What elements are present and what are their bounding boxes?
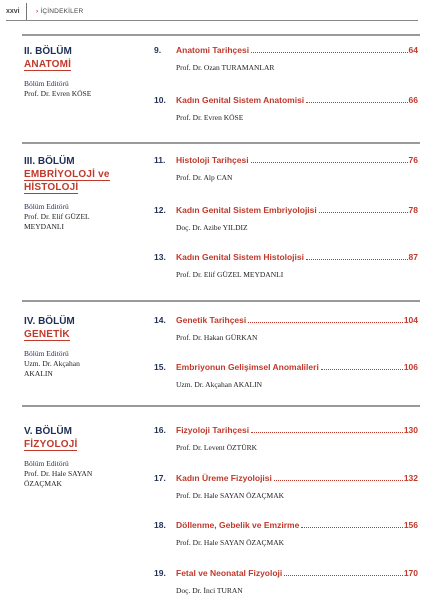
section-divider xyxy=(22,405,420,407)
chapter-page: 66 xyxy=(408,95,418,105)
chapter-number: 9. xyxy=(154,45,162,55)
chapter-title[interactable]: Kadın Üreme Fizyolojisi xyxy=(176,473,272,483)
chapter-page: 132 xyxy=(403,473,418,483)
toc-entry[interactable] xyxy=(154,362,418,390)
chapter-author: Prof. Dr. Alp CAN xyxy=(176,173,233,182)
editor-name: Uzm. Dr. Akçahan xyxy=(24,359,80,368)
dot-leader xyxy=(284,575,403,576)
part-name-line: GENETİK xyxy=(24,329,70,340)
toc-entry[interactable] xyxy=(154,205,418,233)
chapter-page: 156 xyxy=(403,520,418,530)
header-divider xyxy=(26,3,27,20)
chapter-title[interactable]: Genetik Tarihçesi xyxy=(176,315,247,325)
chapter-number: 19. xyxy=(154,568,166,578)
dot-leader xyxy=(251,432,403,433)
chapter-author: Doç. Dr. İnci TURAN xyxy=(176,586,243,595)
header-title-text: İÇİNDEKİLER xyxy=(40,8,84,15)
chapter-number: 11. xyxy=(154,155,166,165)
part-name-line: EMBRİYOLOJİ ve xyxy=(24,169,110,180)
chapter-title[interactable]: Fetal ve Neonatal Fizyoloji xyxy=(176,568,283,578)
toc-entry[interactable] xyxy=(154,473,418,501)
dot-leader xyxy=(319,212,408,213)
part-embriyoloji-histoloji xyxy=(24,155,144,232)
toc-entry[interactable] xyxy=(154,95,418,123)
chapter-author: Uzm. Dr. Akçahan AKALIN xyxy=(176,380,263,389)
toc-entry[interactable] xyxy=(154,315,418,343)
chapter-page: 130 xyxy=(403,425,418,435)
editor-name: MEYDANLI xyxy=(24,222,64,231)
part-name xyxy=(24,328,144,341)
part-name-line: ANATOMİ xyxy=(24,59,72,70)
chapter-page: 78 xyxy=(408,205,418,215)
part-number: II. BÖLÜM xyxy=(24,46,72,57)
chapter-page: 170 xyxy=(403,568,418,578)
toc-entry[interactable] xyxy=(154,520,418,548)
header-rule xyxy=(6,20,418,21)
chapter-number: 17. xyxy=(154,473,166,483)
chapter-number: 12. xyxy=(154,205,166,215)
editor-name: Prof. Dr. Elif GÜZEL xyxy=(24,212,90,221)
chapter-title[interactable]: Anatomi Tarihçesi xyxy=(176,45,250,55)
chapter-page: 104 xyxy=(403,315,418,325)
chapter-number: 14. xyxy=(154,315,166,325)
chapter-title[interactable]: Kadın Genital Sistem Anatomisi xyxy=(176,95,305,105)
header-title xyxy=(36,8,83,15)
part-name-line: HİSTOLOJİ xyxy=(24,182,79,193)
chapter-author: Doç. Dr. Azibe YILDIZ xyxy=(176,223,248,232)
section-divider xyxy=(22,142,420,144)
arrow-icon: › xyxy=(36,8,39,15)
editor-name: ÖZAÇMAK xyxy=(24,479,62,488)
chapter-author: Prof. Dr. Evren KÖSE xyxy=(176,113,244,122)
dot-leader xyxy=(306,102,407,103)
dot-leader xyxy=(274,480,403,481)
chapter-title[interactable]: Kadın Genital Sistem Embriyolojisi xyxy=(176,205,317,215)
chapter-number: 18. xyxy=(154,520,166,530)
chapter-title[interactable]: Kadın Genital Sistem Histolojisi xyxy=(176,252,304,262)
part-genetik xyxy=(24,315,144,379)
section-divider xyxy=(22,34,420,36)
part-name xyxy=(24,58,144,71)
editor-label: Bölüm Editörü xyxy=(24,79,69,88)
dot-leader xyxy=(251,162,408,163)
editor-name: AKALIN xyxy=(24,369,53,378)
chapter-number: 16. xyxy=(154,425,166,435)
chapter-number: 10. xyxy=(154,95,166,105)
toc-entry[interactable] xyxy=(154,568,418,596)
part-fizyoloji xyxy=(24,425,144,489)
editor-name: Prof. Dr. Evren KÖSE xyxy=(24,89,92,98)
editor-label: Bölüm Editörü xyxy=(24,459,69,468)
section-divider xyxy=(22,300,420,302)
part-anatomi xyxy=(24,45,144,99)
part-name xyxy=(24,168,144,181)
chapter-number: 15. xyxy=(154,362,166,372)
chapter-title[interactable]: Embriyonun Gelişimsel Anomalileri xyxy=(176,362,319,372)
dot-leader xyxy=(251,52,407,53)
part-name xyxy=(24,438,144,451)
dot-leader xyxy=(248,322,403,323)
chapter-author: Prof. Dr. Hale SAYAN ÖZAÇMAK xyxy=(176,491,285,500)
part-name-line: FİZYOLOJİ xyxy=(24,439,78,450)
chapter-title[interactable]: Histoloji Tarihçesi xyxy=(176,155,249,165)
toc-entry[interactable] xyxy=(154,425,418,453)
page-number: xxvi xyxy=(6,8,20,15)
chapter-author: Prof. Dr. Hale SAYAN ÖZAÇMAK xyxy=(176,538,285,547)
dot-leader xyxy=(306,259,408,260)
chapter-author: Prof. Dr. Hakan GÜRKAN xyxy=(176,333,258,342)
dot-leader xyxy=(301,527,403,528)
editor-name: Prof. Dr. Hale SAYAN xyxy=(24,469,93,478)
toc-entry[interactable] xyxy=(154,45,418,73)
chapter-page: 106 xyxy=(403,362,418,372)
editor-label: Bölüm Editörü xyxy=(24,202,69,211)
chapter-title[interactable]: Fizyoloji Tarihçesi xyxy=(176,425,250,435)
chapter-page: 64 xyxy=(408,45,418,55)
toc-entry[interactable] xyxy=(154,155,418,183)
part-name xyxy=(24,181,144,194)
chapter-number: 13. xyxy=(154,252,166,262)
part-number: III. BÖLÜM xyxy=(24,156,75,167)
chapter-page: 76 xyxy=(408,155,418,165)
chapter-author: Prof. Dr. Ozan TURAMANLAR xyxy=(176,63,275,72)
chapter-author: Prof. Dr. Levent ÖZTÜRK xyxy=(176,443,258,452)
editor-label: Bölüm Editörü xyxy=(24,349,69,358)
toc-entry[interactable] xyxy=(154,252,418,280)
dot-leader xyxy=(321,369,403,370)
chapter-page: 87 xyxy=(408,252,418,262)
part-number: V. BÖLÜM xyxy=(24,426,72,437)
part-number: IV. BÖLÜM xyxy=(24,316,75,327)
chapter-title[interactable]: Döllenme, Gebelik ve Emzirme xyxy=(176,520,300,530)
chapter-author: Prof. Dr. Elif GÜZEL MEYDANLI xyxy=(176,270,284,279)
page-header xyxy=(0,0,424,26)
